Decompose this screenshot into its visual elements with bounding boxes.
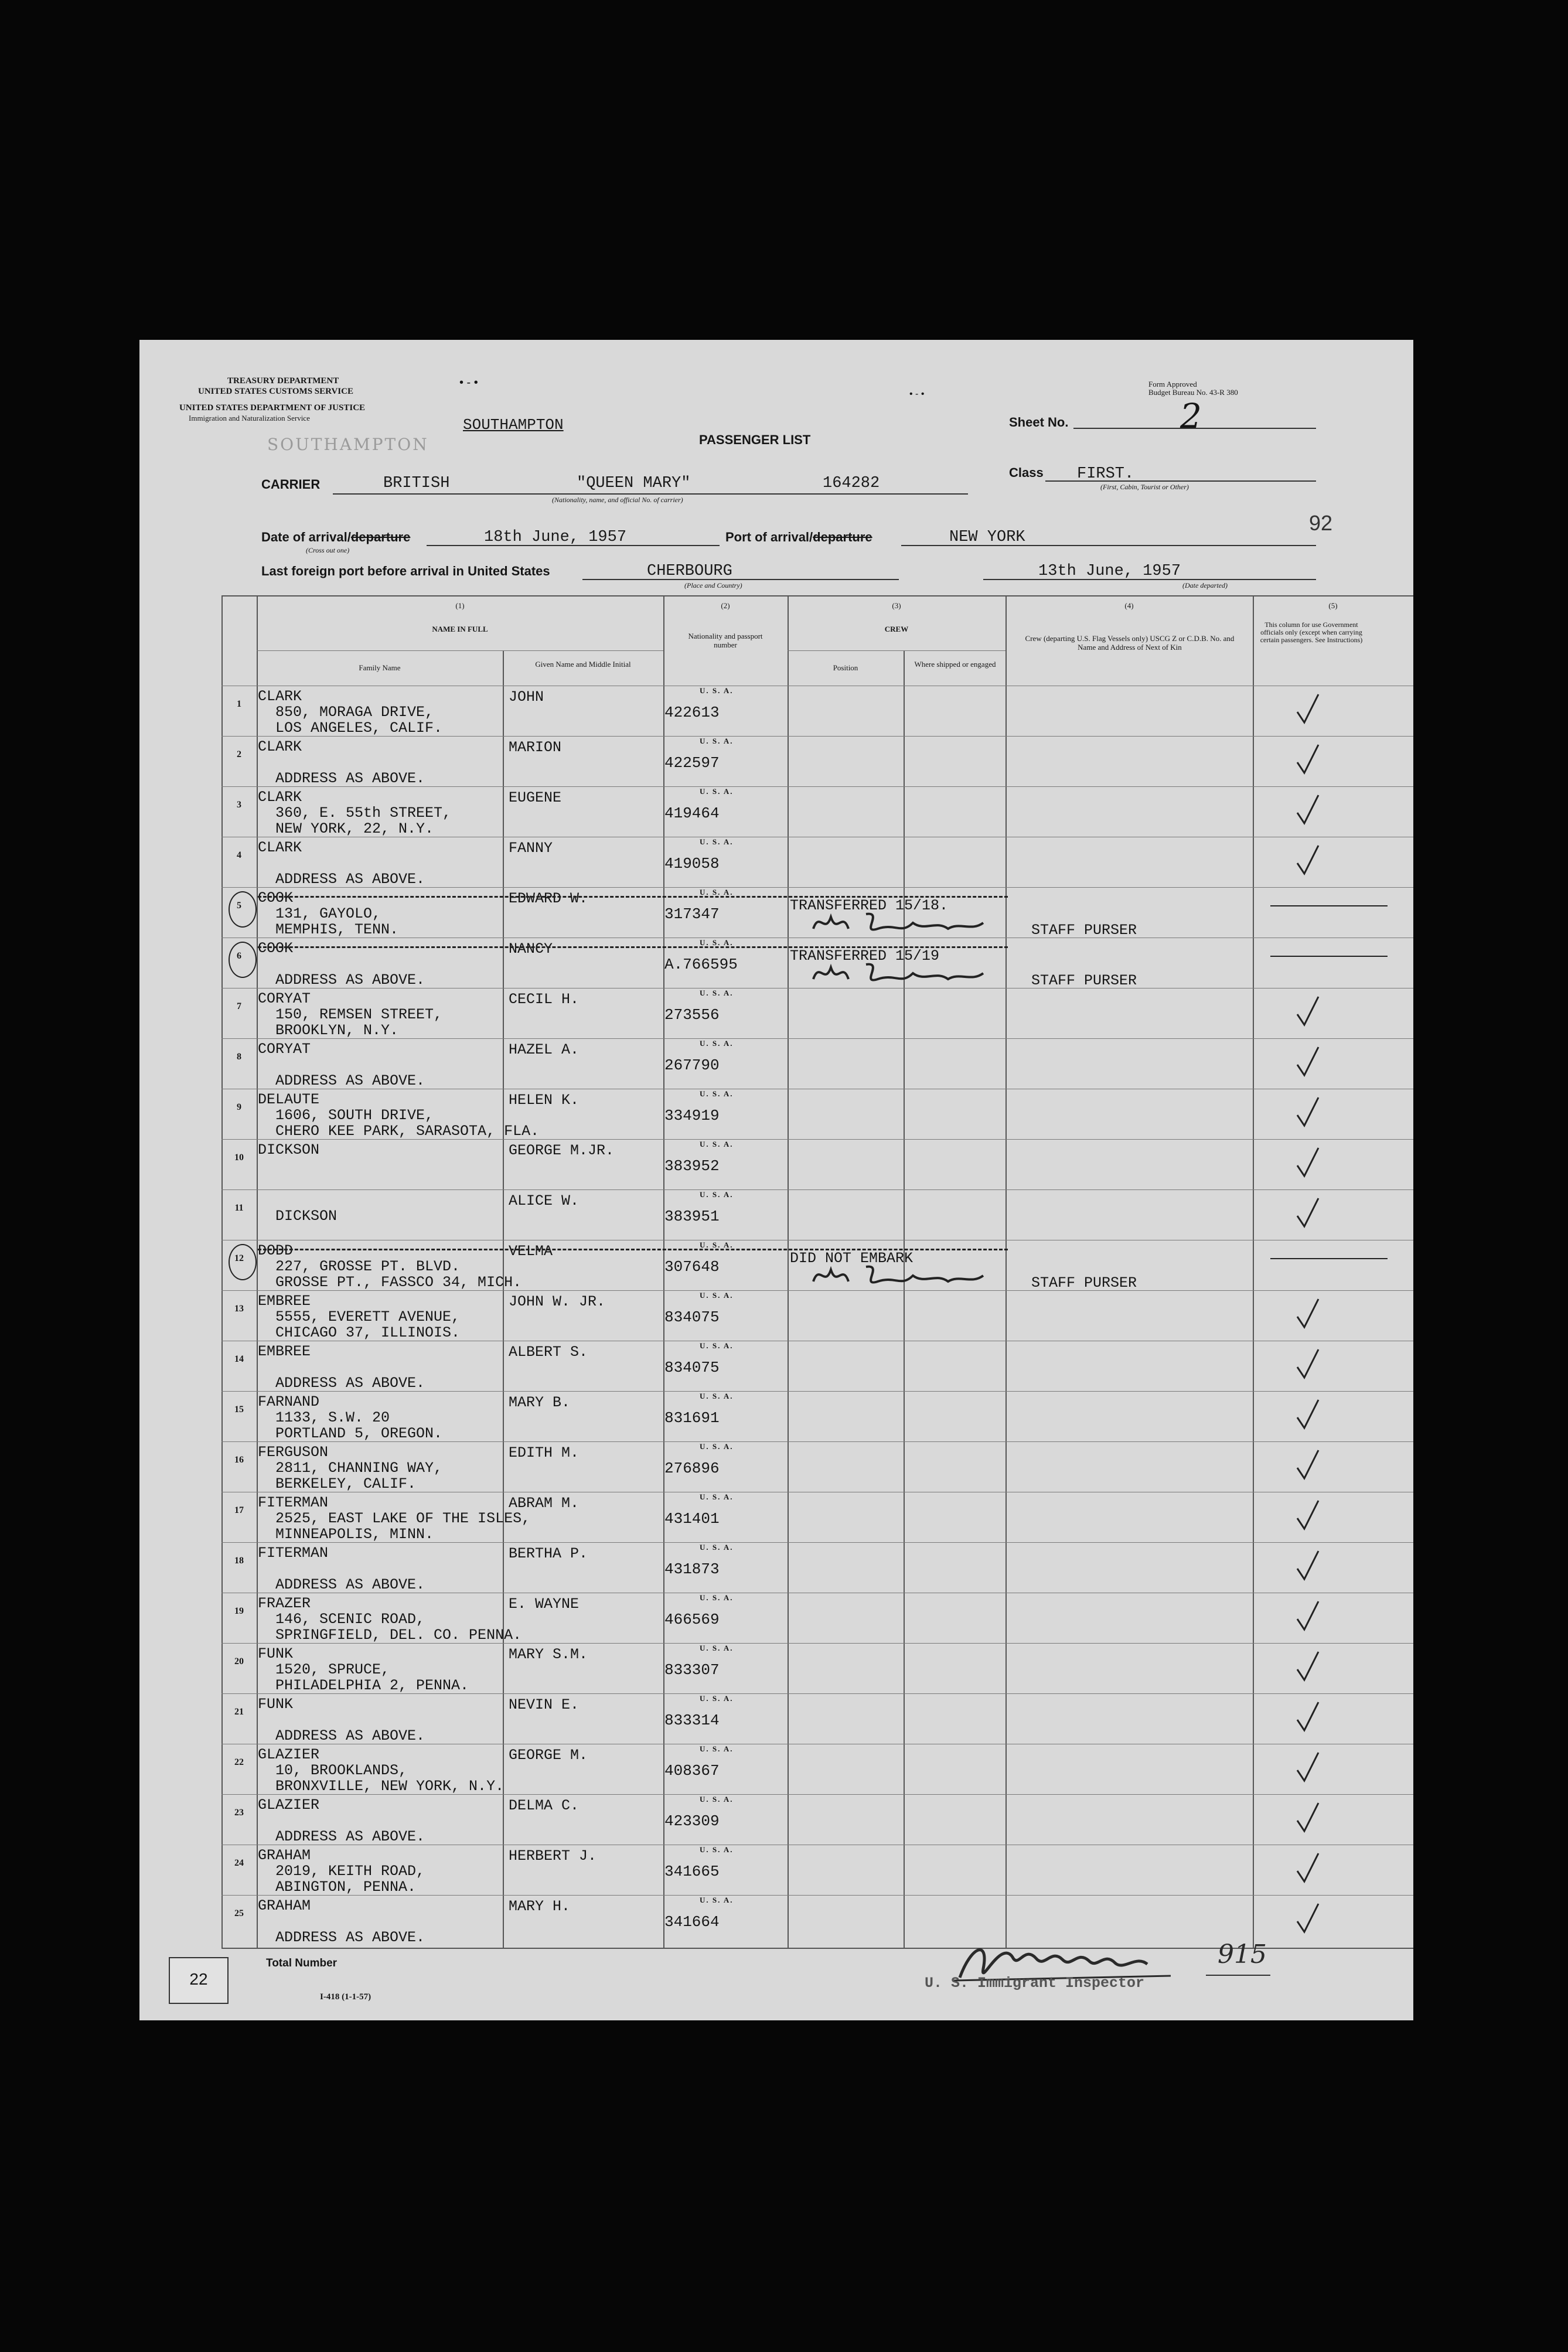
- family-name-address: FARNAND 1133, S.W. 20 PORTLAND 5, OREGON.: [258, 1393, 443, 1442]
- family-name-address: FITERMAN ADDRESS AS ABOVE.: [258, 1545, 425, 1593]
- given-name: E. WAYNE: [509, 1596, 580, 1613]
- given-name: EDITH M.: [509, 1444, 580, 1461]
- family-name-address: CORYAT ADDRESS AS ABOVE.: [258, 1041, 425, 1089]
- col2-number: (2): [721, 601, 730, 610]
- family-name-address: GRAHAM 2019, KEITH ROAD, ABINGTON, PENNA.: [258, 1847, 425, 1896]
- nationality: U. S. A.: [700, 1190, 734, 1199]
- family-name-address: GRAHAM ADDRESS AS ABOVE.: [258, 1897, 425, 1946]
- crew-subhead-line: [788, 650, 1005, 651]
- family-name-address: DELAUTE 1606, SOUTH DRIVE, CHERO KEE PARK, SARASOTA, FLA.: [258, 1091, 540, 1140]
- date-label-b: departure: [350, 530, 411, 544]
- check-mark-icon: [1289, 1798, 1324, 1839]
- departed-line: [983, 579, 1316, 580]
- nationality: U. S. A.: [700, 1341, 734, 1350]
- passport-number: 834075: [664, 1359, 720, 1376]
- row-number: 20: [234, 1656, 244, 1666]
- last-port-line: [582, 579, 899, 580]
- nationality: U. S. A.: [700, 1593, 734, 1602]
- total-box: [169, 1957, 229, 2004]
- family-name-address: GLAZIER ADDRESS AS ABOVE.: [258, 1797, 425, 1845]
- nationality: U. S. A.: [700, 686, 734, 695]
- family-name-address: CLARK ADDRESS AS ABOVE.: [258, 839, 425, 888]
- family-name-address: CLARK ADDRESS AS ABOVE.: [258, 738, 425, 787]
- family-name-address: FUNK ADDRESS AS ABOVE.: [258, 1696, 425, 1744]
- passport-number: 431401: [664, 1510, 720, 1528]
- crew-position-note: DID NOT EMBARK: [790, 1250, 913, 1267]
- family-name-address: EMBREE 5555, EVERETT AVENUE, CHICAGO 37, ILLINOIS.: [258, 1293, 461, 1341]
- passport-number: 276896: [664, 1460, 720, 1477]
- check-mark-icon: [1289, 1849, 1324, 1890]
- given-name: MARY H.: [509, 1898, 571, 1915]
- row-number: 17: [234, 1505, 244, 1515]
- given-name: NANCY: [509, 940, 553, 957]
- page-title: PASSENGER LIST: [699, 432, 811, 447]
- next-of-kin-note: STAFF PURSER: [1031, 1274, 1137, 1291]
- row-number: 4: [237, 850, 241, 860]
- passport-number: 422613: [664, 704, 720, 721]
- table-row: [221, 736, 1413, 787]
- table-row: [221, 1693, 1413, 1744]
- passport-number: 834075: [664, 1308, 720, 1326]
- row-number: 9: [237, 1102, 241, 1112]
- nationality: U. S. A.: [700, 1039, 734, 1048]
- family-name-address: DODD 227, GROSSE PT. BLVD. GROSSE PT., FASSCO 34, MICH.: [258, 1242, 522, 1291]
- given-name: FANNY: [509, 840, 553, 857]
- family-name-address: CLARK 360, E. 55th STREET, NEW YORK, 22, N.Y.: [258, 789, 452, 837]
- row-number: 10: [234, 1153, 244, 1163]
- nationality: U. S. A.: [700, 1543, 734, 1552]
- check-mark-icon: [1289, 1194, 1324, 1235]
- passport-number: 307648: [664, 1258, 720, 1276]
- row-number: 15: [234, 1405, 244, 1414]
- check-mark-icon: [1289, 1899, 1324, 1940]
- purser-signature: [807, 1258, 1018, 1293]
- table-row: [221, 1038, 1413, 1089]
- passport-number: 341665: [664, 1863, 720, 1880]
- table-row: [221, 1341, 1413, 1392]
- check-mark-icon: [1289, 1345, 1324, 1386]
- given-name: BERTHA P.: [509, 1545, 588, 1562]
- passport-number: 267790: [664, 1056, 720, 1074]
- given-name: CECIL H.: [509, 991, 580, 1008]
- family-name-address: CORYAT 150, REMSEN STREET, BROOKLYN, N.Y.: [258, 990, 443, 1039]
- class-line: [1045, 480, 1316, 482]
- table-row: [221, 1542, 1413, 1593]
- port-label: [725, 530, 872, 545]
- table-row: [221, 1391, 1413, 1442]
- passport-number: 383951: [664, 1208, 720, 1225]
- check-mark-icon: [1289, 1446, 1324, 1487]
- class-value: FIRST.: [1077, 465, 1134, 483]
- inspector-label: U. S. Immigrant Inspector: [925, 1975, 1145, 1992]
- check-mark-icon: [1289, 1748, 1324, 1789]
- nationality: U. S. A.: [700, 1240, 734, 1249]
- carrier-label: CARRIER: [261, 477, 321, 492]
- dot-mark: • ‑ •: [459, 376, 478, 389]
- table-row: [221, 1139, 1413, 1190]
- center-dots: • ‑ •: [909, 389, 925, 399]
- family-name-address: DICKSON: [275, 1208, 338, 1225]
- check-mark-icon: [1289, 1093, 1324, 1134]
- given-name: MARY S.M.: [509, 1646, 588, 1663]
- passport-number: 341664: [664, 1913, 720, 1931]
- departed-note: (Date departed): [1182, 581, 1228, 589]
- agency-line-2: UNITED STATES CUSTOMS SERVICE: [198, 387, 353, 396]
- strike-line: [258, 896, 1008, 898]
- form-approved: Form Approved: [1148, 380, 1197, 388]
- passport-number: 273556: [664, 1006, 720, 1024]
- table-row: [221, 1643, 1413, 1694]
- port-label-b: departure: [813, 530, 872, 544]
- passport-number: 422597: [664, 754, 720, 772]
- port-handwritten: SOUTHAMPTON: [267, 435, 429, 454]
- col-family-name: Family Name: [359, 663, 401, 672]
- given-name: JOHN: [509, 688, 544, 705]
- given-name: ALICE W.: [509, 1192, 580, 1209]
- table-row: [221, 988, 1413, 1039]
- port-label-a: Port of arrival/: [725, 530, 813, 544]
- col1-title: NAME IN FULL: [432, 625, 488, 633]
- nationality: U. S. A.: [700, 888, 734, 897]
- passport-number: A.766595: [664, 956, 738, 973]
- official-dash: [1270, 956, 1388, 957]
- row-number: 8: [237, 1052, 241, 1062]
- nationality: U. S. A.: [700, 988, 734, 997]
- port-value: NEW YORK: [949, 529, 1025, 546]
- given-name: ALBERT S.: [509, 1344, 588, 1361]
- row-number: 12: [234, 1253, 244, 1263]
- date-value: 18th June, 1957: [484, 529, 627, 546]
- check-mark-icon: [1289, 1647, 1324, 1688]
- nationality: U. S. A.: [700, 1744, 734, 1753]
- row-number: 11: [234, 1203, 244, 1213]
- col-position: Position: [833, 663, 858, 672]
- family-name-address: COOK 131, GAYOLO, MEMPHIS, TENN.: [258, 889, 399, 938]
- family-name-address: CLARK 850, MORAGA DRIVE, LOS ANGELES, CALIF.: [258, 688, 443, 737]
- total-value: 22: [189, 1970, 208, 1988]
- nationality: U. S. A.: [700, 1492, 734, 1501]
- nationality: U. S. A.: [700, 1644, 734, 1652]
- carrier-nationality: BRITISH: [383, 475, 450, 492]
- table-row: [221, 1240, 1413, 1291]
- nationality: U. S. A.: [700, 787, 734, 796]
- sheet-label: Sheet No.: [1009, 415, 1069, 430]
- col-where-shipped: Where shipped or engaged: [914, 660, 996, 669]
- table-row: [221, 1290, 1413, 1341]
- row-number: 24: [234, 1858, 244, 1868]
- passport-number: 831691: [664, 1409, 720, 1427]
- row-number: 19: [234, 1606, 244, 1616]
- total-label: Total Number: [266, 1957, 338, 1969]
- carrier-number: 164282: [823, 475, 880, 492]
- row-number: 3: [237, 800, 241, 810]
- carrier-name: "QUEEN MARY": [577, 475, 691, 492]
- col5-number: (5): [1328, 601, 1338, 610]
- col3-number: (3): [892, 601, 901, 610]
- given-name: MARY B.: [509, 1394, 571, 1411]
- row-number: 14: [234, 1354, 244, 1364]
- col3-title: CREW: [884, 625, 909, 633]
- class-note: (First, Cabin, Tourist or Other): [1100, 483, 1189, 491]
- row-number-circle: [229, 891, 257, 928]
- check-mark-icon: [1289, 992, 1324, 1033]
- table-row: [221, 887, 1413, 938]
- family-name-address: COOK ADDRESS AS ABOVE.: [258, 940, 425, 988]
- agency-line-4: Immigration and Naturalization Service: [189, 414, 310, 422]
- given-name: DELMA C.: [509, 1797, 580, 1814]
- last-port-label: Last foreign port before arrival in United States: [261, 564, 550, 578]
- nationality: U. S. A.: [700, 837, 734, 846]
- purser-signature: [807, 905, 1018, 940]
- nationality: U. S. A.: [700, 1392, 734, 1400]
- carrier-line: [333, 493, 968, 495]
- last-port-value: CHERBOURG: [647, 563, 732, 580]
- col1-number: (1): [455, 601, 465, 610]
- row-number-circle: [229, 942, 257, 978]
- row-number: 23: [234, 1808, 244, 1818]
- family-name-address: FERGUSON 2811, CHANNING WAY, BERKELEY, CALIF.: [258, 1444, 443, 1492]
- check-mark-icon: [1289, 1546, 1324, 1587]
- given-name: HERBERT J.: [509, 1847, 597, 1864]
- check-mark-icon: [1289, 841, 1324, 882]
- class-label: Class: [1009, 465, 1044, 480]
- nationality: U. S. A.: [700, 1291, 734, 1300]
- row-number: 25: [234, 1908, 244, 1918]
- given-name: VELMA: [509, 1243, 553, 1260]
- check-mark-icon: [1289, 790, 1324, 831]
- passport-number: 334919: [664, 1107, 720, 1124]
- table-row: [221, 1794, 1413, 1845]
- given-name: NEVIN E.: [509, 1696, 580, 1713]
- family-name-address: GLAZIER 10, BROOKLANDS, BRONXVILLE, NEW YORK, N.Y.: [258, 1746, 505, 1795]
- col5-title: This column for use Government officials only (except when carrying certain passengers. See Instructions): [1260, 621, 1363, 644]
- row-number: 7: [237, 1001, 241, 1011]
- col4-number: (4): [1124, 601, 1134, 610]
- row-number: 2: [237, 749, 241, 759]
- table-row: [221, 1845, 1413, 1896]
- inspector-number-underline: [1206, 1975, 1270, 1976]
- passport-number: 423309: [664, 1812, 720, 1830]
- departed-value: 13th June, 1957: [1038, 563, 1181, 580]
- passport-number: 419058: [664, 855, 720, 872]
- row-number: 1: [237, 699, 241, 709]
- check-mark-icon: [1289, 1395, 1324, 1436]
- given-name: JOHN W. JR.: [509, 1293, 606, 1310]
- row-number: 18: [234, 1556, 244, 1566]
- given-name: HELEN K.: [509, 1092, 580, 1109]
- agency-line-1: TREASURY DEPARTMENT: [227, 376, 339, 386]
- table-row: [221, 1189, 1413, 1240]
- table-top-line: [221, 595, 1413, 596]
- table-row: [221, 686, 1413, 737]
- passport-number: 317347: [664, 905, 720, 923]
- date-label-a: Date of arrival/: [261, 530, 351, 544]
- date-label: [261, 530, 410, 545]
- crew-position-note: TRANSFERRED 15/18.: [790, 897, 949, 914]
- check-mark-icon: [1289, 690, 1324, 731]
- row-number-circle: [229, 1244, 257, 1280]
- official-dash: [1270, 905, 1388, 906]
- given-name: HAZEL A.: [509, 1041, 580, 1058]
- nationality: U. S. A.: [700, 1694, 734, 1703]
- family-name-address: FUNK 1520, SPRUCE, PHILADELPHIA 2, PENNA.: [258, 1645, 469, 1694]
- next-of-kin-note: STAFF PURSER: [1031, 922, 1137, 939]
- budget-bureau: Budget Bureau No. 43-R 380: [1148, 388, 1238, 397]
- passport-number: 466569: [664, 1611, 720, 1628]
- passenger-list-sheet: [139, 340, 1413, 2020]
- table-row: [221, 1492, 1413, 1543]
- table-row: [221, 1441, 1413, 1492]
- nationality: U. S. A.: [700, 737, 734, 745]
- table-row: [221, 1744, 1413, 1795]
- date-note: (Cross out one): [306, 546, 350, 554]
- passport-number: 419464: [664, 805, 720, 822]
- table-row: [221, 938, 1413, 988]
- carrier-note: (Nationality, name, and official No. of carrier): [552, 496, 683, 504]
- check-mark-icon: [1289, 1042, 1324, 1083]
- given-name: EUGENE: [509, 789, 562, 806]
- passport-number: 833314: [664, 1712, 720, 1729]
- last-port-note: (Place and Country): [684, 581, 742, 589]
- row-number: 21: [234, 1707, 244, 1717]
- row-number: 16: [234, 1455, 244, 1465]
- date-line: [427, 545, 720, 546]
- family-name-address: FITERMAN 2525, EAST LAKE OF THE ISLES, MINNEAPOLIS, MINN.: [258, 1494, 531, 1543]
- inspector-number: 915: [1218, 1939, 1267, 1969]
- nationality: U. S. A.: [700, 1089, 734, 1098]
- crew-position-note: TRANSFERRED 15/19: [790, 947, 940, 964]
- check-mark-icon: [1289, 1697, 1324, 1739]
- strike-line: [258, 1249, 1008, 1250]
- row-number: 13: [234, 1304, 244, 1314]
- passport-number: 431873: [664, 1560, 720, 1578]
- next-of-kin-note: STAFF PURSER: [1031, 972, 1137, 989]
- given-name: GEORGE M.JR.: [509, 1142, 615, 1159]
- page-stamp: 92: [1309, 511, 1333, 535]
- passport-number: 408367: [664, 1762, 720, 1780]
- family-name-address: DICKSON: [258, 1141, 320, 1158]
- check-mark-icon: [1289, 1597, 1324, 1638]
- col4-title: Crew (departing U.S. Flag Vessels only) USCG Z or C.D.B. No. and Name and Address of Next of Kin: [1025, 634, 1235, 652]
- strike-line: [258, 946, 1008, 948]
- form-number: I-418 (1-1-57): [320, 1992, 371, 2002]
- check-mark-icon: [1289, 1496, 1324, 1537]
- given-name: ABRAM M.: [509, 1495, 580, 1512]
- nationality: U. S. A.: [700, 1795, 734, 1804]
- family-name-address: EMBREE ADDRESS AS ABOVE.: [258, 1343, 425, 1392]
- table-row: [221, 1593, 1413, 1644]
- nationality: U. S. A.: [700, 1442, 734, 1451]
- col-given-name: Given Name and Middle Initial: [535, 660, 631, 669]
- col2-title: Nationality and passport number: [688, 632, 763, 649]
- table-row: [221, 837, 1413, 888]
- given-name: GEORGE M.: [509, 1747, 588, 1764]
- official-dash: [1270, 1258, 1388, 1259]
- given-name: MARION: [509, 739, 562, 756]
- sheet-number: 2: [1180, 396, 1202, 436]
- family-name-address: FRAZER 146, SCENIC ROAD, SPRINGFIELD, DEL. CO. PENNA.: [258, 1595, 522, 1644]
- name-subhead-line: [257, 650, 663, 651]
- row-number: 5: [237, 901, 241, 911]
- check-mark-icon: [1289, 1294, 1324, 1335]
- nationality: U. S. A.: [700, 938, 734, 947]
- passport-number: 383952: [664, 1157, 720, 1175]
- row-number: 6: [237, 951, 241, 961]
- table-row: [221, 786, 1413, 837]
- nationality: U. S. A.: [700, 1896, 734, 1904]
- passport-number: 833307: [664, 1661, 720, 1679]
- given-name: EDWARD W.: [509, 890, 588, 907]
- row-number: 22: [234, 1757, 244, 1767]
- port-typed: SOUTHAMPTON: [463, 416, 564, 434]
- purser-signature: [807, 956, 1018, 991]
- table-row: [221, 1089, 1413, 1140]
- nationality: U. S. A.: [700, 1845, 734, 1854]
- nationality: U. S. A.: [700, 1140, 734, 1148]
- check-mark-icon: [1289, 740, 1324, 781]
- check-mark-icon: [1289, 1143, 1324, 1184]
- port-line: [901, 545, 1316, 546]
- agency-line-3: UNITED STATES DEPARTMENT OF JUSTICE: [179, 403, 366, 413]
